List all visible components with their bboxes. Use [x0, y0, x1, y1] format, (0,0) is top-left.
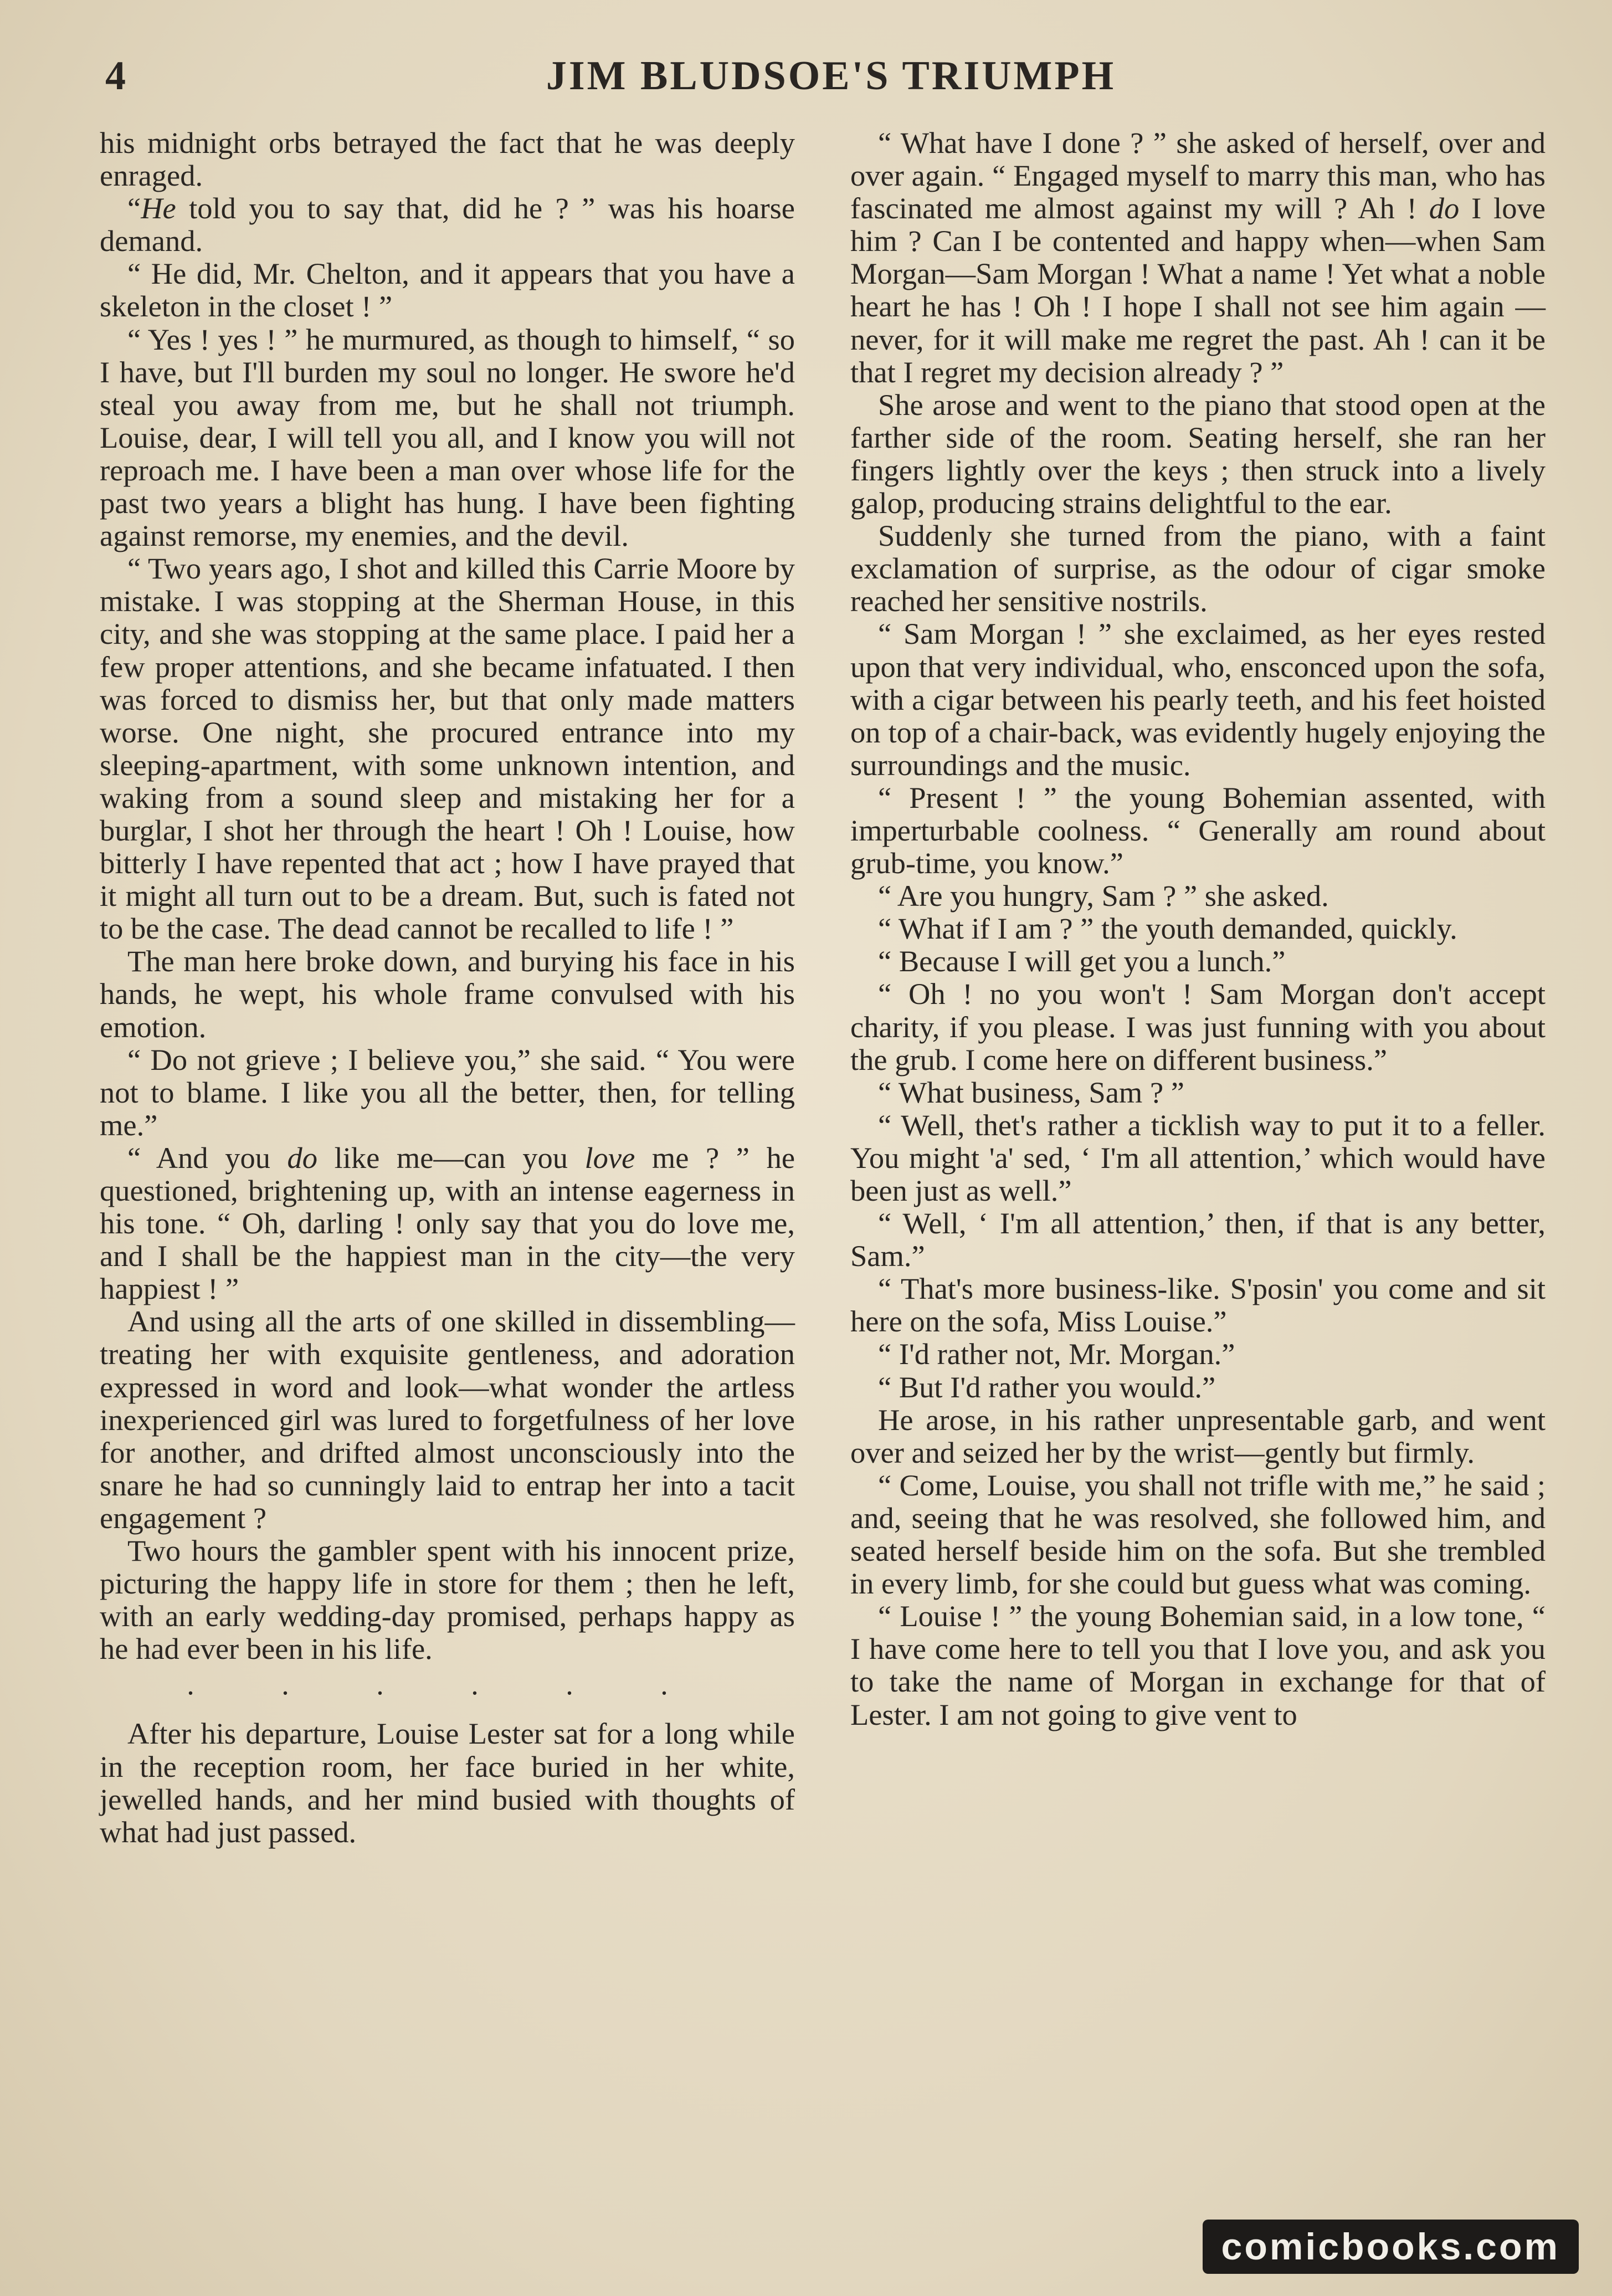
site-watermark: comicbooks.com [1203, 2220, 1579, 2274]
paragraph: “ He did, Mr. Chelton, and it appears that you have a skeleton in the closet ! ” [100, 257, 795, 324]
paragraph: He arose, in his rather unpresentable garb, and went over and seized her by the wrist—gently but firmly. [850, 1402, 1546, 1469]
paragraph: Two hours the gambler spent with his innocent prize, picturing the happy life in store for them ; then he left, with an early wedding-day promised, perhaps happy as he had ever been in his life. [100, 1534, 795, 1666]
paragraph: “ I'd rather not, Mr. Morgan.” [878, 1337, 1235, 1371]
paragraph: “ Present ! ” the young Bohemian assented, with imperturbable coolness. “ Generally am round about grub-time, you know.” [850, 780, 1546, 880]
paragraph: “ Oh ! no you won't ! Sam Morgan don't accept charity, if you please. I was just funning with you about the grub. I come here on different business.” [850, 977, 1546, 1077]
paragraph: “ What if I am ? ” the youth demanded, quickly. [878, 911, 1457, 946]
paragraph: After his departure, Louise Lester sat for a long while in the reception room, her face buried in her white, jewelled hands, and her mind busied with thoughts of what had just passed. [100, 1716, 795, 1849]
paragraph: “ That's more business-like. S'posin' you come and sit here on the sofa, Miss Louise.” [850, 1272, 1546, 1339]
running-title: JIM BLUDSOE'S TRIUMPH [546, 53, 1116, 99]
paragraph: “ Yes ! yes ! ” he murmured, as though to himself, “ so I have, but I'll burden my soul no longer. He swore he'd steal you away from me, but he shall not triumph. Louise, dear, I will tell you all, and I know you will not reproach me. I have been a man over whose life for the past two years a blight has hung. I have been fighting against remorse, my enemies, and the devil. [100, 322, 795, 553]
paragraph: “He told you to say that, did he ? ” was his hoarse demand. [100, 191, 795, 258]
paragraph: She arose and went to the piano that stood open at the farther side of the room. Seating herself, she ran her fingers lightly over the keys ; then struck into a lively galop, producing strains delightful to the ear. [850, 387, 1546, 520]
paragraph: And using all the arts of one skilled in dissembling—treating her with exquisite gentleness, and adoration expressed in word and look—what wonder the artless inexperienced girl was lured to forgetfulness of her love for another, and drifted almost unconsciously into the snare he had so cunningly laid to entrap her into a tacit engagement ? [100, 1304, 795, 1535]
paragraph: “ What have I done ? ” she asked of herself, over and over again. “ Engaged myself to marry this man, who has fascinated me almost against my will ? Ah ! do I love him ? Can I be contented and happy when—when Sam Morgan—Sam Morgan ! What a name ! Yet what a noble heart he has ! Oh ! I hope I shall not see him again —never, for it will make me regret the past. Ah ! can it be that I regret my decision already ? ” [850, 126, 1546, 389]
paragraph: “ Come, Louise, you shall not trifle with me,” he said ; and, seeing that he was resolved, she followed him, and seated herself beside him on the sofa. But she trembled in every limb, for she could but guess what was coming. [850, 1468, 1546, 1601]
paragraph: “ Are you hungry, Sam ? ” she asked. [878, 879, 1329, 913]
paragraph: Suddenly she turned from the piano, with a faint exclamation of surprise, as the odour of cigar smoke reached her sensitive nostrils. [850, 519, 1546, 618]
paragraph: “ Two years ago, I shot and killed this Carrie Moore by mistake. I was stopping at the Sherman House, in this city, and she was stopping at the same place. I paid her a few proper attentions, and she became infatuated. I then was forced to dismiss her, but that only made matters worse. One night, she procured entrance into my sleeping-apartment, with some unknown intention, and waking from a sound sleep and mistaking her for a burglar, I shot her through the heart ! Oh ! Louise, how bitterly I have repented that act ; how I have prayed that it might all turn out to be a dream. But, such is fated not to be the case. The dead cannot be recalled to life ! ” [100, 551, 795, 946]
paragraph: “ Louise ! ” the young Bohemian said, in a low tone, “ I have come here to tell you that I love you, and ask you to take the name of Morgan in exchange for that of Lester. I am not going to give vent to [850, 1599, 1546, 1731]
paragraph: “ Because I will get you a lunch.” [878, 944, 1286, 978]
paragraph: “ Well, thet's rather a ticklish way to put it to a feller. You might 'a' sed, ‘ I'm all attention,’ which would have been just as well.” [850, 1108, 1546, 1207]
paragraph: The man here broke down, and burying his face in his hands, he wept, his whole frame convulsed with his emotion. [100, 944, 795, 1044]
left-column [100, 126, 795, 1848]
paragraph: “ Do not grieve ; I believe you,” she said. “ You were not to blame. I like you all the better, then, for telling me.” [100, 1042, 795, 1142]
page-number: 4 [105, 53, 127, 99]
paragraph: “ Sam Morgan ! ” she exclaimed, as her eyes rested upon that very individual, who, ensconced upon the sofa, with a cigar between his pearly teeth, and his feet hoisted on top of a chair-back, was evidently hugely enjoying the surroundings and the music. [850, 617, 1546, 782]
page-header [100, 47, 1562, 114]
paragraph: “ Well, ‘ I'm all attention,’ then, if that is any better, Sam.” [850, 1206, 1546, 1273]
paragraph: “ But I'd rather you would.” [878, 1370, 1216, 1404]
section-separator: . . . . . . [187, 1668, 708, 1702]
paragraph: his midnight orbs betrayed the fact that he was deeply enraged. [100, 126, 795, 193]
paragraph: “ And you do like me—can you love me ? ” he questioned, brightening up, with an intense eagerness in his tone. “ Oh, darling ! only say that you do love me, and I shall be the happiest man in the city—the very happiest ! ” [100, 1140, 795, 1306]
right-column [850, 126, 1546, 1731]
paragraph: “ What business, Sam ? ” [878, 1075, 1184, 1109]
